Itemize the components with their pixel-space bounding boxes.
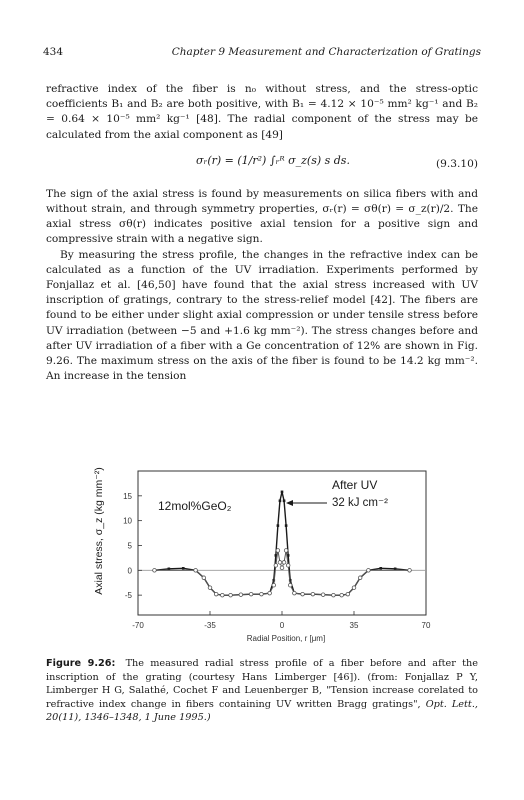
data-point-after-uv — [277, 524, 280, 527]
y-tick-label: 5 — [127, 541, 132, 551]
paragraph-2: The sign of the axial stress is found by measurements on silica fibers with and without strain, and through symmetry properties, σᵣ(r) = σθ(r) = σ_z(r)/2. The axial stress σθ(r) indicates positive axial tension for a positive sign and compressive strain with a negative sign. — [46, 187, 478, 246]
caption-text: The measured radial stress profile of a fiber before and after the inscription of the grating (courtesy Hans Limberger [46]). (from: Fonjallaz P Y, Limberger H G, Salathé, Cochet F and Leuenberger B, "Tension increase corelated to refractive index change in fibers containing UV written Bragg gratings", — [46, 658, 478, 710]
data-point-before-uv — [288, 583, 292, 587]
y-tick-label: 0 — [127, 566, 132, 576]
y-tick-label: 15 — [123, 491, 132, 501]
data-point-before-uv — [202, 576, 206, 580]
equation-number: (9.3.10) — [436, 157, 478, 170]
data-point-before-uv — [268, 591, 272, 595]
data-point-after-uv — [379, 567, 382, 570]
data-point-before-uv — [358, 576, 362, 580]
data-point-before-uv — [340, 593, 344, 597]
data-point-before-uv — [346, 592, 350, 596]
x-axis-label: Radial Position, r [μm] — [246, 634, 326, 643]
data-point-after-uv — [279, 499, 282, 502]
x-tick-label: 70 — [421, 621, 431, 630]
chapter-title: Chapter 9 Measurement and Characterization of Gratings — [171, 46, 481, 58]
x-tick-label: 0 — [279, 621, 285, 630]
data-point-before-uv — [260, 592, 264, 596]
data-point-before-uv — [332, 593, 336, 597]
data-point-before-uv — [194, 569, 198, 573]
paragraph-1: refractive index of the fiber is n₀ without stress, and the stress-optic coefficients B₁ and B₂ are both positive, with B₁ = 4.12 × 10⁻⁵ mm² kg⁻¹ and B₂ = 0.64 × 10⁻⁵ mm² kg⁻¹ [48]. The radial component of the stress may be calculated from the axial component as [49] — [46, 83, 478, 141]
data-point-before-uv — [352, 586, 356, 590]
x-tick-label: 35 — [349, 621, 359, 630]
data-point-after-uv — [285, 524, 288, 527]
annotation-arrowhead — [286, 500, 293, 506]
data-point-before-uv — [367, 569, 371, 573]
data-point-before-uv — [153, 569, 157, 573]
data-point-after-uv — [394, 568, 397, 571]
page-header — [43, 46, 481, 60]
body-text — [46, 82, 478, 384]
y-tick-label: -5 — [124, 591, 132, 601]
material-label: 12mol%GeO₂ — [158, 499, 232, 513]
data-point-after-uv — [283, 499, 286, 502]
series-line-before-uv — [154, 550, 409, 595]
data-point-before-uv — [276, 549, 280, 553]
data-point-before-uv — [286, 564, 290, 568]
stress-profile-chart — [93, 465, 446, 643]
data-point-before-uv — [229, 593, 233, 597]
x-tick-label: -35 — [204, 621, 216, 630]
data-point-after-uv — [182, 567, 185, 570]
data-point-before-uv — [321, 593, 325, 597]
page-number: 434 — [43, 46, 64, 58]
uv-dose-label: 32 kJ cm⁻² — [332, 497, 388, 509]
figure-9-26 — [93, 465, 446, 643]
data-point-before-uv — [214, 592, 218, 596]
data-point-before-uv — [272, 583, 276, 587]
data-point-before-uv — [249, 592, 253, 596]
data-point-before-uv — [284, 549, 288, 553]
data-point-before-uv — [301, 592, 305, 596]
data-point-before-uv — [274, 564, 278, 568]
data-point-before-uv — [221, 593, 225, 597]
equation-formula: σᵣ(r) = (1/r²) ∫ᵣᴿ σ_z(s) s ds. — [196, 153, 350, 167]
paragraph-3: By measuring the stress profile, the changes in the refractive index can be calculated as a function of the UV irradiation. Experiments performed by Fonjallaz et al. [46,50] have found that the axial stress increased with UV inscription of gratings, contrary to the stress-relief model [42]. The fibers are found to be either under slight axial compression or under tensile stress before UV irradiation (between −5 and +1.6 kg mm⁻²). The stress changes before and after UV irradiation of a fiber with a Ge concentration of 12% are shown in Fig. 9.26. The maximum stress on the axis of the fiber is found to be 14.2 kg mm⁻². An increase in the tension — [46, 248, 478, 383]
data-point-after-uv — [168, 568, 171, 571]
data-point-before-uv — [408, 569, 412, 573]
after-uv-label: After UV — [332, 478, 378, 492]
data-point-before-uv — [282, 561, 286, 565]
data-point-before-uv — [311, 592, 315, 596]
caption-label: Figure 9.26: — [46, 658, 116, 669]
data-point-before-uv — [239, 593, 243, 597]
data-point-before-uv — [208, 586, 212, 590]
data-point-before-uv — [278, 561, 282, 565]
y-tick-label: 10 — [123, 516, 132, 526]
figure-caption — [46, 657, 478, 725]
y-axis-label: Axial stress, σ_z (kg mm⁻²) — [93, 467, 105, 595]
equation-9-3-10 — [46, 145, 478, 185]
caption-citation: Opt. Lett., 20(11), 1346–1348, 1 June 1995.) — [46, 698, 478, 724]
data-point-after-uv — [281, 491, 284, 494]
data-point-before-uv — [293, 591, 297, 595]
data-point-before-uv — [280, 566, 284, 570]
x-tick-label: -70 — [132, 621, 144, 630]
